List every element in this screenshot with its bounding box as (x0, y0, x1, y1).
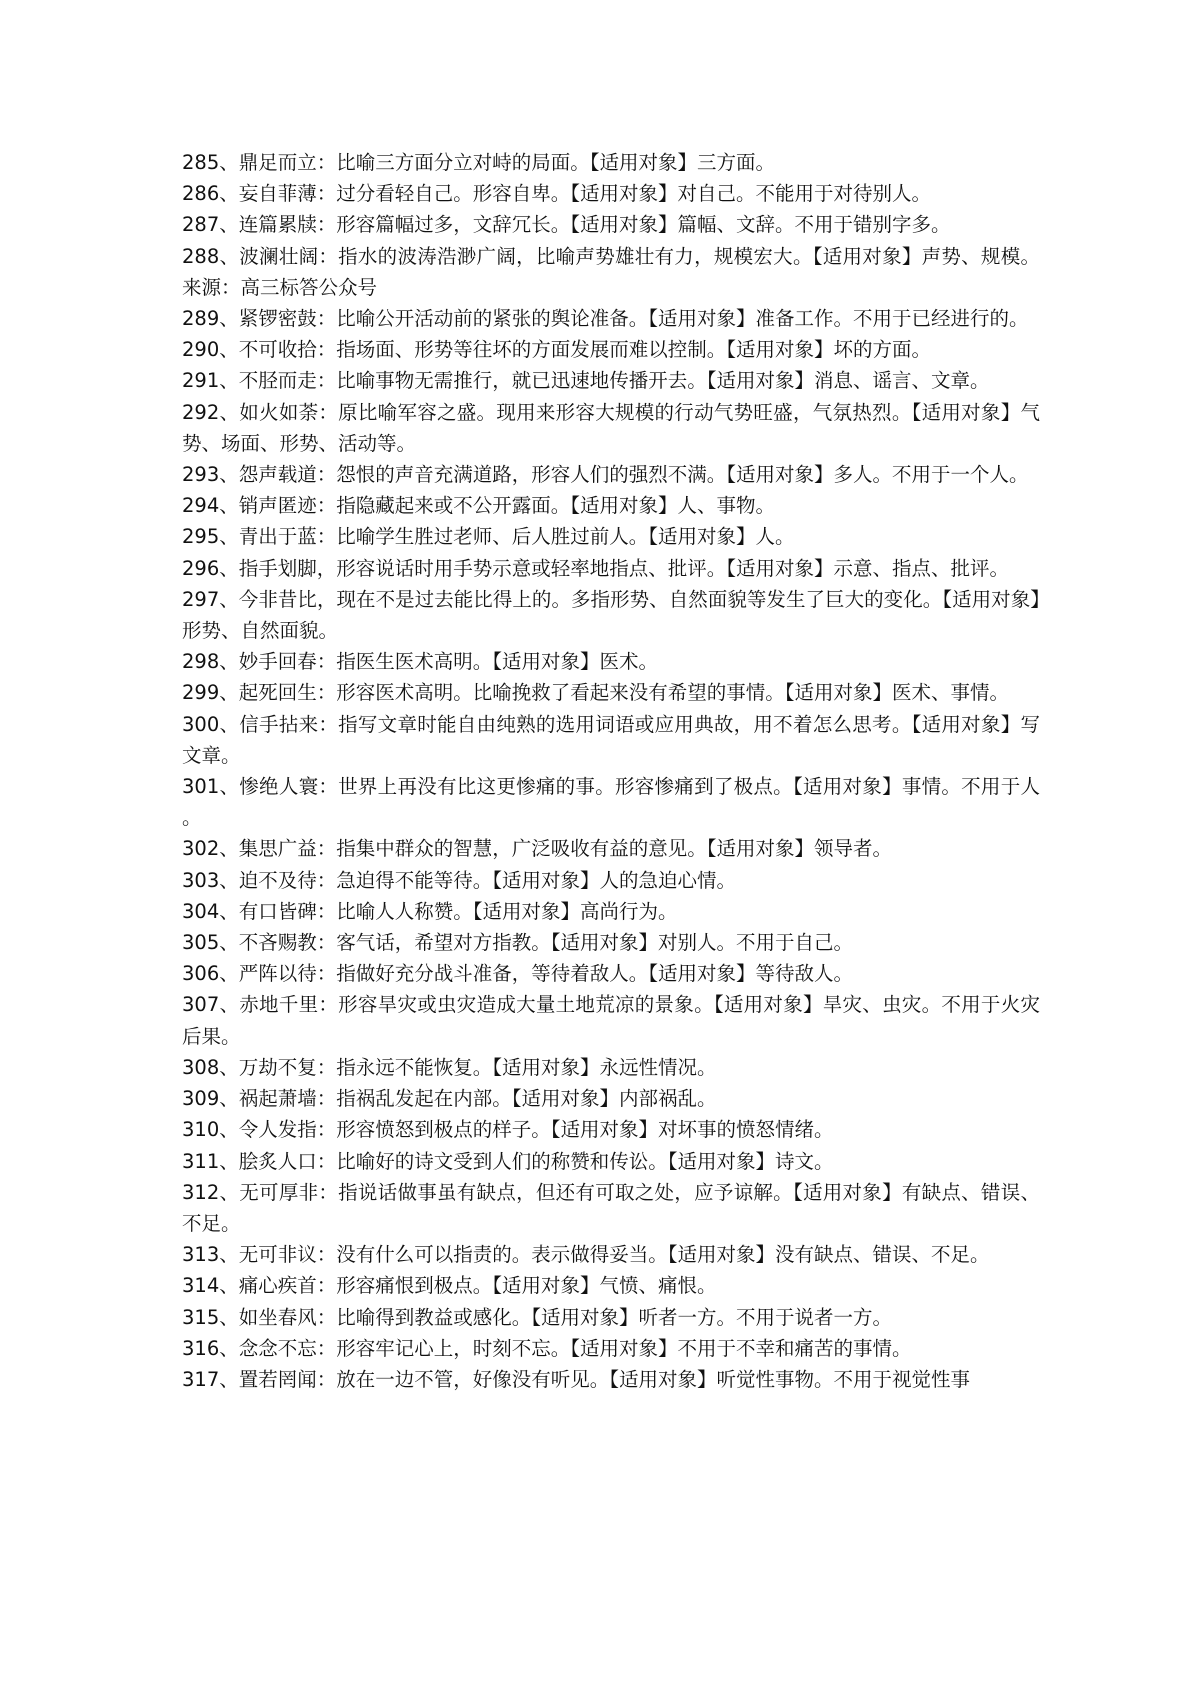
entry-297: 297、今非昔比，现在不是过去能比得上的。多指形势、自然面貌等发生了巨大的变化。【适用对象】形势、自然面貌。 (182, 587, 1040, 643)
entry-312: 312、无可厚非：指说话做事虽有缺点，但还有可取之处，应予谅解。【适用对象】有缺点、错误、不足。 (182, 1180, 1040, 1235)
entry-291: 291、不胫而走：比喻事物无需推行，就已迅速地传播开去。【适用对象】消息、谣言、文章。 (182, 369, 990, 393)
entry-313: 313、无可非议：没有什么可以指责的。表示做得妥当。【适用对象】没有缺点、错误、不足。 (182, 1243, 990, 1267)
entry-287: 287、连篇累牍：形容篇幅过多，文辞冗长。【适用对象】篇幅、文辞。不用于错别字多。 (182, 213, 951, 237)
entry-285: 285、鼎足而立：比喻三方面分立对峙的局面。【适用对象】三方面。 (182, 151, 775, 174)
entry-302: 302、集思广益：指集中群众的智慧，广泛吸收有益的意见。【适用对象】领导者。 (182, 837, 892, 861)
entry-305: 305、不吝赐教：客气话，希望对方指教。【适用对象】对别人。不用于自己。 (182, 931, 853, 955)
entry-299: 299、起死回生：形容医术高明。比喻挽救了看起来没有希望的事情。【适用对象】医术、事情。 (182, 681, 1009, 705)
entry-307: 307、赤地千里：形容旱灾或虫灾造成大量土地荒凉的景象。【适用对象】旱灾、虫灾。不用于火灾后果。 (182, 993, 1040, 1048)
entry-310: 310、令人发指：形容愤怒到极点的样子。【适用对象】对坏事的愤怒情绪。 (182, 1118, 834, 1142)
entry-315: 315、如坐春风：比喻得到教益或感化。【适用对象】听者一方。不用于说者一方。 (182, 1305, 892, 1329)
entry-309: 309、祸起萧墙：指祸乱发起在内部。【适用对象】内部祸乱。 (182, 1087, 717, 1111)
entry-311: 311、脍炙人口：比喻好的诗文受到人们的称赞和传讼。【适用对象】诗文。 (182, 1149, 834, 1173)
entry-286: 286、妄自菲薄：过分看轻自己。形容自卑。【适用对象】对自己。不能用于对待别人。 (182, 182, 931, 206)
entry-308: 308、万劫不复：指永远不能恢复。【适用对象】永远性情况。 (182, 1055, 717, 1079)
entry-294: 294、销声匿迹：指隐藏起来或不公开露面。【适用对象】人、事物。 (182, 494, 775, 518)
entry-314: 314、痛心疾首：形容痛恨到极点。【适用对象】气愤、痛恨。 (182, 1274, 717, 1298)
entry-306: 306、严阵以待：指做好充分战斗准备，等待着敌人。【适用对象】等待敌人。 (182, 962, 853, 986)
entry-317: 317、置若罔闻：放在一边不管，好像没有听见。【适用对象】听觉性事物。不用于视觉性事 (182, 1367, 970, 1391)
entry-304: 304、有口皆碑：比喻人人称赞。【适用对象】高尚行为。 (182, 899, 678, 923)
entry-288: 288、波澜壮阔：指水的波涛浩渺广阔，比喻声势雄壮有力，规模宏大。【适用对象】声势、规模。来源：高三标答公众号 (182, 244, 1040, 299)
entry-301: 301、惨绝人寰：世界上再没有比这更惨痛的事。形容惨痛到了极点。【适用对象】事情。不用于人。 (182, 775, 1040, 830)
entry-293: 293、怨声载道：怨恨的声音充满道路，形容人们的强烈不满。【适用对象】多人。不用于一个人。 (182, 463, 1029, 487)
entry-289: 289、紧锣密鼓：比喻公开活动前的紧张的舆论准备。【适用对象】准备工作。不用于已经进行的。 (182, 307, 1029, 331)
entry-303: 303、迫不及待：急迫得不能等待。【适用对象】人的急迫心情。 (182, 868, 736, 892)
document-body (182, 147, 1040, 1395)
entry-290: 290、不可收拾：指场面、形势等往坏的方面发展而难以控制。【适用对象】坏的方面。 (182, 338, 931, 362)
entry-316: 316、念念不忘：形容牢记心上，时刻不忘。【适用对象】不用于不幸和痛苦的事情。 (182, 1336, 912, 1360)
entry-292: 292、如火如荼：原比喻军容之盛。现用来形容大规模的行动气势旺盛，气氛热烈。【适用对象】气势、场面、形势、活动等。 (182, 400, 1040, 455)
entry-298: 298、妙手回春：指医生医术高明。【适用对象】医术。 (182, 650, 658, 674)
entry-296: 296、指手划脚，形容说话时用手势示意或轻率地指点、批评。【适用对象】示意、指点、批评。 (182, 556, 1009, 580)
entry-295: 295、青出于蓝：比喻学生胜过老师、后人胜过前人。【适用对象】人。 (182, 525, 795, 549)
entry-300: 300、信手拈来：指写文章时能自由纯熟的选用词语或应用典故，用不着怎么思考。【适用对象】写文章。 (182, 712, 1040, 767)
